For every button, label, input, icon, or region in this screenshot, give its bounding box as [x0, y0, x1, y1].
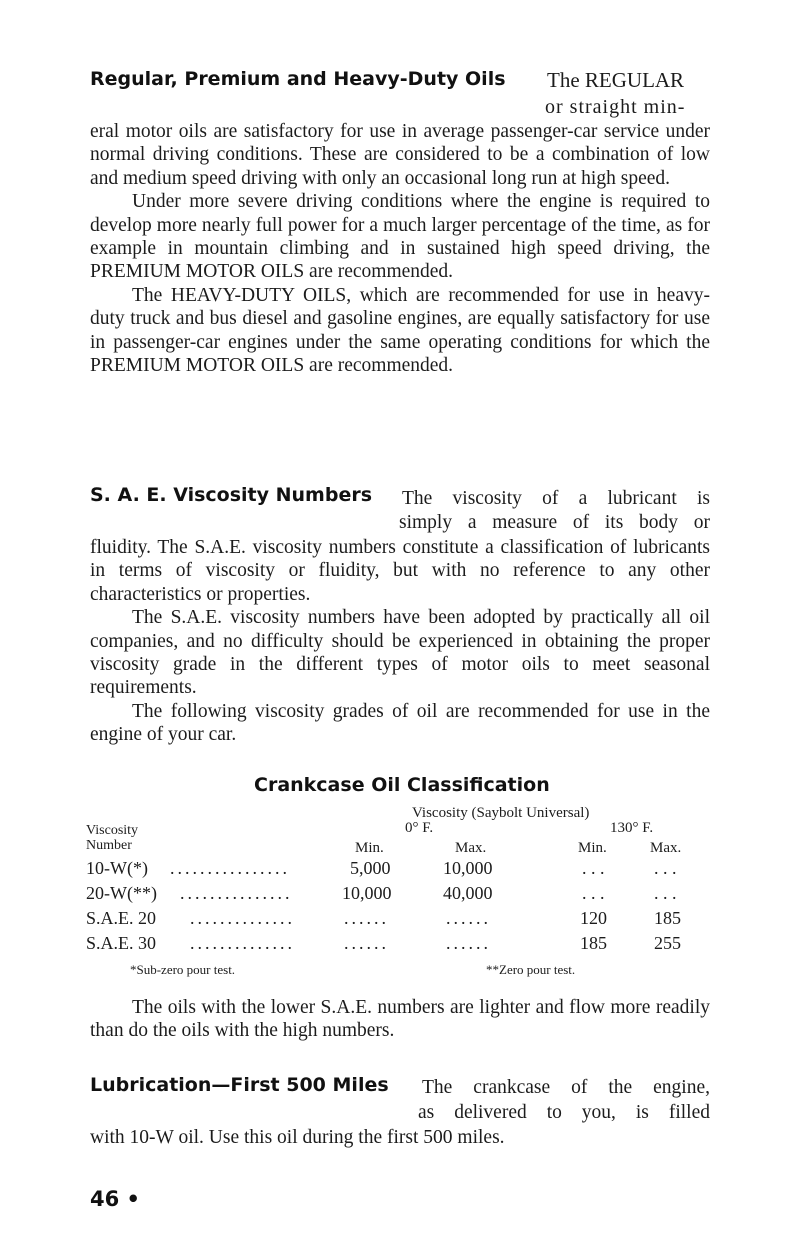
table-cell-min-130f: 120 [580, 908, 607, 928]
oils-lead-line-2: or straight min- [545, 96, 686, 118]
table-header-max-130f: Max. [650, 840, 682, 856]
oils-paragraphs [90, 120, 710, 377]
table-row-leader: .............. [190, 908, 295, 928]
lube-lead-line-2: as delivered to you, is filled [418, 1102, 710, 1123]
table-row-name: S.A.E. 20 [86, 908, 157, 928]
table-cell-min-0f: ...... [344, 908, 389, 928]
section-heading-lubrication: Lubrication—First 500 Miles [90, 1074, 389, 1096]
table-row-leader: ............... [180, 883, 293, 903]
table-row-name: 10-W(*) [86, 858, 148, 878]
table-row-name: S.A.E. 30 [86, 933, 157, 953]
sae-lead-line-2: simply a measure of its body or [399, 512, 710, 533]
table-header-min-130f: Min. [578, 840, 607, 856]
after-table-paragraph: The oils with the lower S.A.E. numbers are lighter and flow more readily than do the oils with the high numbers. [90, 997, 710, 1042]
table-cell-max-0f: 40,000 [443, 883, 493, 903]
table-cell-max-130f: . . . [654, 858, 677, 878]
table-cell-max-130f: 185 [654, 908, 681, 928]
table-cell-max-0f: ...... [446, 933, 491, 953]
section-heading-oils: Regular, Premium and Heavy-Duty Oils [90, 68, 506, 90]
table-cell-min-0f: 5,000 [350, 858, 391, 878]
table-temp-low: 0° F. [405, 820, 434, 836]
table-super-header: Viscosity (Saybolt Universal) [412, 805, 590, 821]
sae-paragraph-1: fluidity. The S.A.E. viscosity numbers constitute a classification of lubricants in terms of viscosity or fluidity, but with no reference to any other characteristics or properties. [90, 537, 710, 605]
oils-paragraph-3: The HEAVY-DUTY OILS, which are recommended for use in heavy-duty truck and bus diesel and gasoline engines, are equally satisfactory for use in passenger-car engines under the same operating conditions for which the PREMIUM MOTOR OILS are recommended. [90, 284, 710, 377]
table-row-name: 20-W(**) [86, 883, 157, 903]
table-cell-min-130f: . . . [582, 858, 605, 878]
oils-paragraph-1: eral motor oils are satisfactory for use in average passenger-car service under normal driving conditions. These are considered to be a combination of low and medium speed driving with only an occasional long run at high speed. [90, 121, 710, 189]
lube-paragraph: with 10-W oil. Use this oil during the first 500 miles. [90, 1127, 505, 1148]
table-cell-max-0f: 10,000 [443, 858, 493, 878]
sae-paragraph-3: The following viscosity grades of oil are recommended for use in the engine of your car. [90, 700, 710, 746]
table-col-label-line-1: Viscosity [86, 823, 139, 838]
oils-lead-line-1: The REGULAR [547, 68, 685, 92]
table-header-max-0f: Max. [455, 840, 487, 856]
section-heading-sae: S. A. E. Viscosity Numbers [90, 484, 373, 506]
page-number: 46 • [90, 1187, 140, 1211]
table-cell-max-130f: . . . [654, 883, 677, 903]
table-cell-max-130f: 255 [654, 933, 681, 953]
table-footnote-2: **Zero pour test. [486, 962, 576, 977]
table-row-leader: ................ [170, 858, 290, 878]
table-header-min-0f: Min. [355, 840, 384, 856]
table-temp-high: 130° F. [610, 820, 654, 836]
oils-paragraph-2: Under more severe driving conditions where the engine is required to develop more nearly full power for a much larger percentage of the time, as for example in mountain climbing and in sustained high speed driving, the PREMIUM MOTOR OILS are recommended. [90, 191, 710, 283]
table-col-label-line-2: Number [86, 838, 132, 853]
table-cell-min-0f: 10,000 [342, 883, 392, 903]
sae-paragraphs [90, 536, 710, 747]
table-cell-max-0f: ...... [446, 908, 491, 928]
table-row-leader: .............. [190, 933, 295, 953]
table-footnote-1: *Sub-zero pour test. [130, 962, 236, 977]
table-cell-min-0f: ...... [344, 933, 389, 953]
lube-lead-line-1: The crankcase of the engine, [422, 1077, 710, 1098]
after-table-text [90, 996, 710, 1043]
sae-paragraph-2: The S.A.E. viscosity numbers have been adopted by practically all oil companies, and no difficulty should be experienced in obtaining the proper viscosity grade in the different types of motor oils to meet seasonal requirements. [90, 607, 710, 699]
table-title: Crankcase Oil Classification [254, 774, 550, 796]
sae-lead-line-1: The viscosity of a lubricant is [402, 488, 710, 509]
table-cell-min-130f: . . . [582, 883, 605, 903]
table-cell-min-130f: 185 [580, 933, 607, 953]
